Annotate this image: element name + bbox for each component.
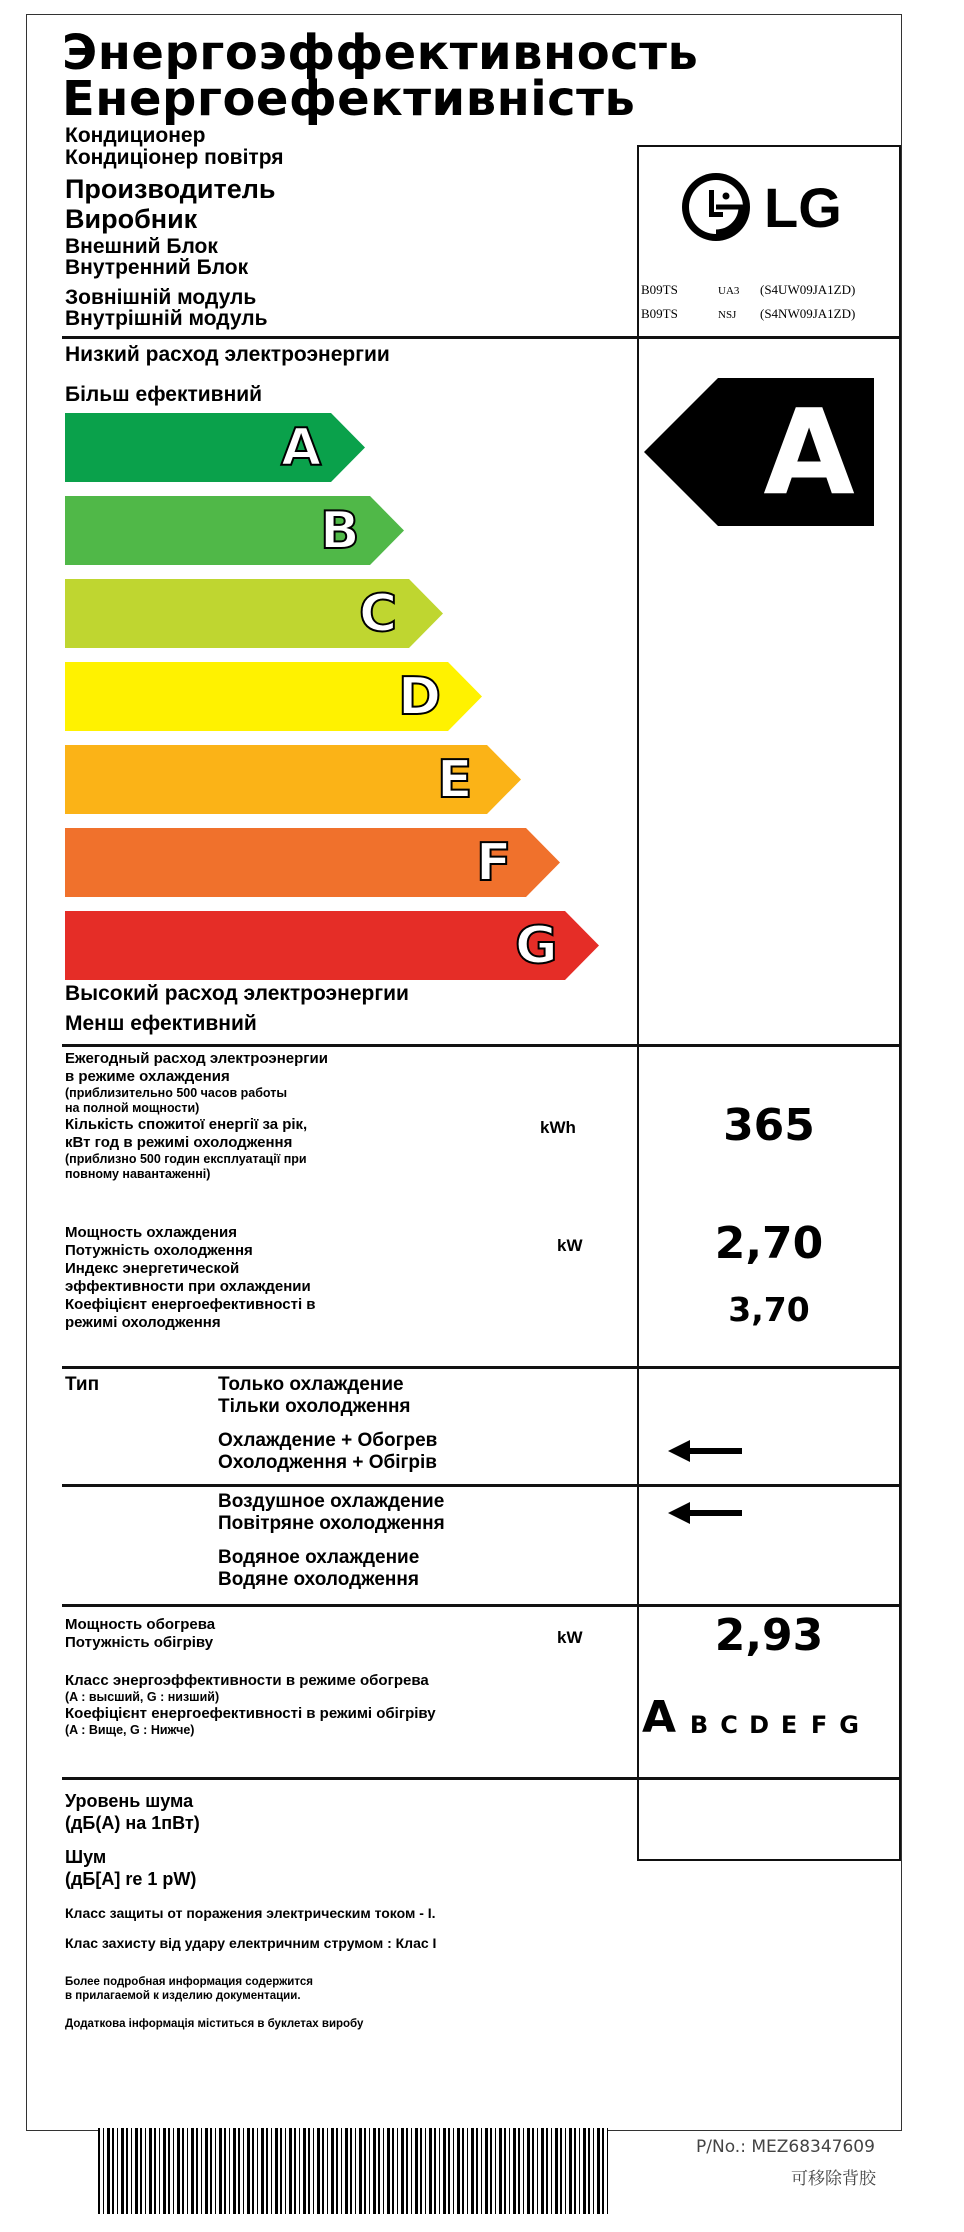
arrow-left-icon [668,1500,742,1531]
heating-class-scale [642,1692,864,1743]
heating-class-option: C [720,1711,738,1739]
model-outdoor: B09TS [641,282,678,297]
heating-class-uk: Коефіцієнт енергоефективності в режимі обігріву [65,1705,436,1722]
less-efficient-uk: Менш ефективний [65,1012,257,1035]
scale-bar-b [65,496,404,565]
low-consumption-ru: Низкий расход электроэнергии [65,343,390,366]
heating-class-ru-note: (A : высший, G : низший) [65,1690,220,1704]
type-label: Тип [65,1374,100,1395]
type-water-uk: Водяне охолодження [218,1569,419,1590]
divider [62,336,899,339]
heating-class-option: D [749,1711,770,1739]
info-uk: Додаткова інформація міститься в буклетах виробу [65,2018,364,2030]
annual-uk-2: кВт год в режимі охолодження [65,1134,293,1151]
heating-capacity-block [65,1616,215,1652]
lg-circle-icon [678,167,858,247]
heating-class-uk-note: (A : Вище, G : Нижче) [65,1723,195,1737]
high-consumption-ru: Высокий расход электроэнергии [65,982,409,1005]
scale-bar-g [65,911,599,980]
cooling-ru: Мощность охлаждения [65,1224,237,1241]
type-cool-heat-ru: Охлаждение + Обогрев [218,1430,438,1451]
model-outdoor-code: (S4UW09JA1ZD) [760,282,856,297]
protection-uk: Клас захисту від удару електричним струмом : Клас I [65,1935,437,1951]
eer-ru-1: Индекс энергетической [65,1260,240,1277]
svg-text:LG: LG [764,176,842,239]
info-ru-2: в прилагаемой к изделию документации. [65,1990,301,2002]
annual-unit: kWh [540,1118,576,1137]
manufacturer-uk: Виробник [65,204,198,234]
noise-block [65,1790,200,1890]
model-indoor: B09TS [641,306,678,321]
model-outdoor-suffix: UA3 [718,285,740,297]
annual-uk-1: Кількість спожитої енергії за рік, [65,1116,308,1133]
heating-class-option: E [780,1711,798,1739]
rating-arrow [644,378,874,531]
scale-bar-a [65,413,365,482]
divider [62,1484,899,1487]
scale-letter-e: E [437,750,473,810]
type-air-uk: Повітряне охолодження [218,1513,445,1534]
protection-ru: Класс защиты от поражения электрическим током - I. [65,1905,436,1921]
noise-ru-2: (дБ(А) на 1пВт) [65,1813,200,1833]
type-cool-only-uk: Тільки охолодження [218,1396,411,1417]
scale-letter-c: C [359,584,398,644]
eer-uk-1: Коефіцієнт енергоефективності в [65,1296,316,1313]
heating-class-selected: A [642,1692,677,1743]
annual-ru-2: в режиме охлаждения [65,1068,230,1085]
scale-letter-d: D [398,667,442,727]
appliance-ru: Кондиционер [65,124,206,147]
indoor-ru: Внутренний Блок [65,256,249,279]
noise-uk-2: (дБ[A] re 1 pW) [65,1869,197,1889]
type-options-medium [218,1491,445,1591]
outdoor-uk: Зовнішній модуль [65,286,257,309]
noise-uk-1: Шум [65,1847,107,1867]
barcode [98,2128,608,2214]
scale-bar-f [65,828,560,897]
heating-unit: kW [557,1628,583,1647]
heating-class-option: G [839,1711,859,1739]
heating-ru: Мощность обогрева [65,1616,216,1633]
annual-uk-4: повному навантаженні) [65,1167,211,1181]
model-indoor-suffix: NSJ [718,309,737,321]
part-number: P/No.: MEZ68347609 [696,2137,875,2157]
removable-backing: 可移除背胶 [791,2169,876,2189]
arrow-left-icon [668,1438,742,1469]
scale-letter-a: A [281,418,322,478]
title-ru: Энергоэффективность [62,25,699,81]
scale-letter-b: B [320,501,360,561]
eer-uk-2: режимі охолодження [65,1314,221,1331]
rating-letter: A [763,383,855,521]
type-options-cooling [218,1374,437,1474]
scale-bar-d [65,662,482,731]
annual-value: 365 [723,1100,815,1151]
cooling-uk: Потужність охолодження [65,1242,253,1259]
cooling-capacity-block [65,1224,316,1332]
heating-class-option: F [810,1711,828,1739]
outdoor-ru: Внешний Блок [65,235,218,258]
divider [62,1044,899,1047]
annual-uk-3: (приблизно 500 годин експлуатації при [65,1152,307,1166]
annual-ru-1: Ежегодный расход электроэнергии [65,1050,328,1067]
divider [62,1604,899,1607]
divider [62,1777,899,1780]
cooling-unit: kW [557,1236,583,1255]
more-efficient-uk: Більш ефективний [65,383,263,406]
divider [62,1366,899,1369]
heating-class-block [65,1672,436,1738]
heating-class-ru: Класс энергоэффективности в режиме обогрева [65,1672,429,1689]
appliance-uk: Кондиціонер повітря [65,146,284,169]
heating-uk: Потужність обігріву [65,1634,214,1651]
eer-value: 3,70 [728,1290,810,1329]
cooling-value: 2,70 [714,1218,824,1269]
type-water-ru: Водяное охлаждение [218,1547,420,1568]
scale-bar-e [65,745,521,814]
title-uk: Енергоефективність [62,71,636,127]
eer-ru-2: эффективности при охлаждении [65,1278,311,1295]
scale-letter-f: F [476,833,512,893]
scale-letter-g: G [515,916,558,976]
type-cool-only-ru: Только охлаждение [218,1374,404,1395]
manufacturer-ru: Производитель [65,174,276,204]
lg-logo [678,167,858,252]
noise-ru-1: Уровень шума [65,1791,194,1811]
annual-consumption-block [65,1050,328,1182]
heating-value: 2,93 [714,1610,824,1661]
type-air-ru: Воздушное охлаждение [218,1491,445,1512]
annual-ru-4: на полной мощности) [65,1101,200,1115]
annual-ru-3: (приблизительно 500 часов работы [65,1086,288,1100]
info-ru-1: Более подробная информация содержится [65,1976,313,1988]
heating-class-option: B [689,1711,709,1739]
indoor-uk: Внутрішній модуль [65,307,268,330]
scale-bar-c [65,579,443,648]
type-cool-heat-uk: Охолодження + Обігрів [218,1452,437,1473]
model-indoor-code: (S4NW09JA1ZD) [760,306,856,321]
